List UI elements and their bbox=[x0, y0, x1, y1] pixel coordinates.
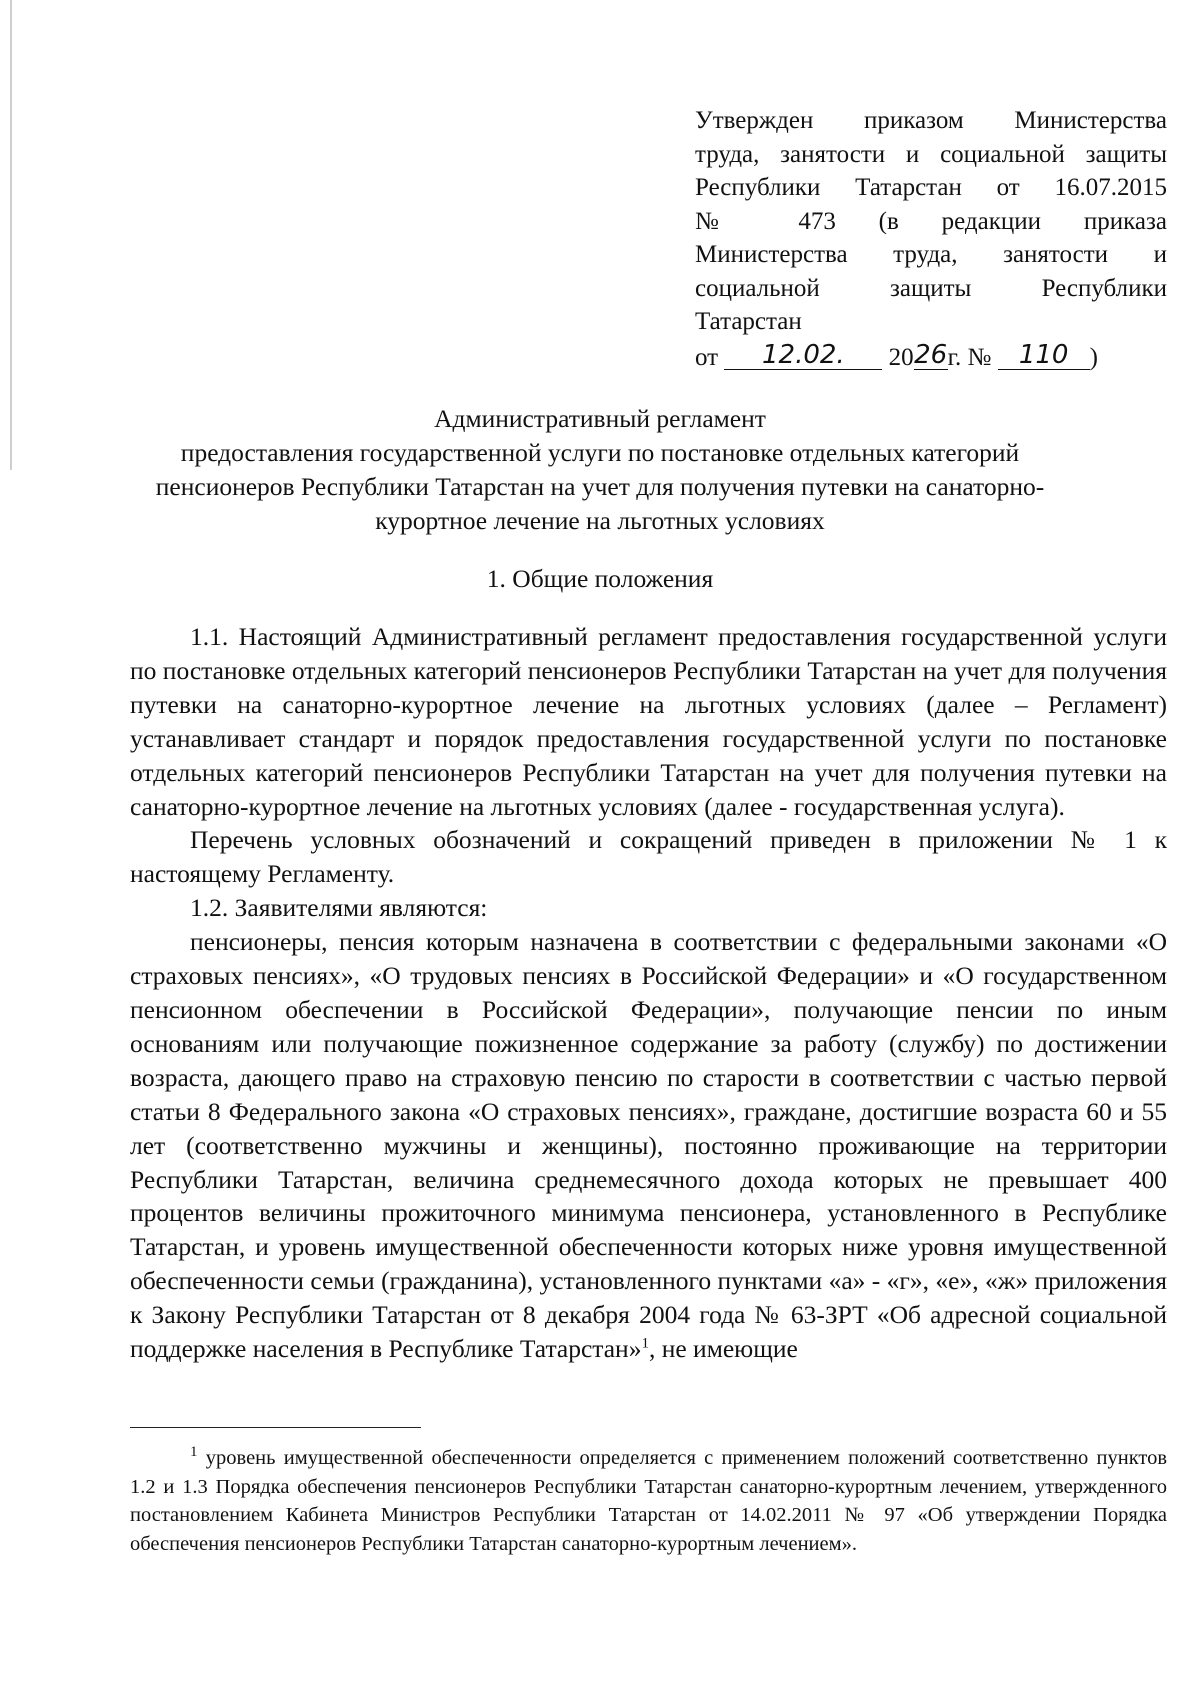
date-prefix: от bbox=[695, 344, 719, 371]
approval-date-line bbox=[695, 341, 1167, 375]
handwritten-number: 110 bbox=[998, 341, 1090, 370]
footnote-reference: 1 bbox=[641, 1335, 649, 1352]
footnote-divider bbox=[130, 1427, 421, 1428]
paragraph-1-2: 1.2. Заявителями являются: bbox=[190, 893, 488, 923]
closing-paren: ) bbox=[1089, 344, 1098, 371]
approval-line-1: Утвержден приказом Министерства bbox=[695, 107, 1167, 134]
approval-stamp-block bbox=[695, 104, 1167, 339]
footnote bbox=[130, 1444, 1167, 1558]
document-body bbox=[130, 620, 1167, 1366]
document-title bbox=[130, 402, 1070, 538]
paragraph-abbreviations: Перечень условных обозначений и сокращений приведен в приложении № 1 к настоящему Регламенту. bbox=[130, 825, 1167, 889]
footnote-text: уровень имущественной обеспеченности определяется с применением положений соответственно пунктов 1.2 и 1.3 Порядка обеспечения пенсионеров Республики Татарстан санаторно-курортным лечением, утвержденного постановлением Кабинета Министров Республики Татарстан от 14.02.2011 № 97 «Об утверждении Порядка обеспечения пенсионеров Республики Татарстан санаторно-курортным лечением». bbox=[130, 1447, 1167, 1555]
footnote-mark: 1 bbox=[190, 1444, 198, 1461]
applicants-tail: , не имеющие bbox=[648, 1334, 798, 1364]
handwritten-date: 12.02. bbox=[724, 341, 882, 370]
approval-line-5: Министерства труда, занятости и bbox=[695, 241, 1167, 268]
approval-line-3: Республики Татарстан от 16.07.2015 bbox=[695, 174, 1167, 201]
scan-edge-line bbox=[10, 0, 12, 470]
paragraph-applicants bbox=[130, 925, 1167, 1366]
section-heading: 1. Общие положения bbox=[486, 564, 714, 593]
title-line-1: Административный регламент bbox=[434, 404, 766, 433]
approval-line-6: социальной защиты Республики bbox=[695, 274, 1167, 302]
paragraph-1-1: 1.1. Настоящий Административный регламент предоставления государственной услуги по постановке отдельных категорий пенсионеров Республики Татарстан на учет для получения путевки на санаторно-курортное лечение на льготных условиях (далее – Регламент) устанавливает стандарт и порядок предоставления государственной услуги по постановке отдельных категорий пенсионеров Республики Татарстан на учет для получения путевки на санаторно-курортное лечение на льготных условиях (далее - государственная услуга). bbox=[130, 622, 1167, 821]
approval-line-4: № 473 (в редакции приказа bbox=[695, 207, 1167, 235]
year-suffix: г. № bbox=[947, 344, 992, 371]
title-line-4: курортное лечение на льготных условиях bbox=[375, 506, 825, 535]
title-line-3: пенсионеров Республики Татарстан на учет для получения путевки на санаторно- bbox=[155, 472, 1045, 501]
year-prefix: 20 bbox=[888, 344, 914, 371]
applicants-text: пенсионеры, пенсия которым назначена в соответствии с федеральными законами «О страховых пенсиях», «О трудовых пенсиях в Российской Федерации» и «О государственном пенсионном обеспечении в Российской Федерации», получающие пенсии по иным основаниям или получающие пожизненное содержание за работу (службу) по достижении возраста, дающего право на страховую пенсию по старости в соответствии с частью первой статьи 8 Федерального закона «О страховых пенсиях», граждане, достигшие возраста 60 и 55 лет (соответственно мужчины и женщины), постоянно проживающие на территории Республики Татарстан, величина среднемесячного дохода которых не превышает 400 процентов величины прожиточного минимума пенсионера, установленного в Республике Татарстан, и уровень имущественной обеспеченности которых ниже уровня имущественной обеспеченности семьи (гражданина), установленного пунктами «а» - «г», «е», «ж» приложения к Закону Республики Татарстан от 8 декабря 2004 года № 63-ЗРТ «Об адресной социальной поддержке населения в Республике Татарстан» bbox=[130, 927, 1167, 1364]
handwritten-year: 26 bbox=[914, 340, 948, 370]
title-line-2: предоставления государственной услуги по постановке отдельных категорий bbox=[180, 438, 1020, 467]
approval-line-7: Татарстан bbox=[695, 308, 802, 335]
approval-line-2: труда, занятости и социальной защиты bbox=[695, 140, 1167, 168]
